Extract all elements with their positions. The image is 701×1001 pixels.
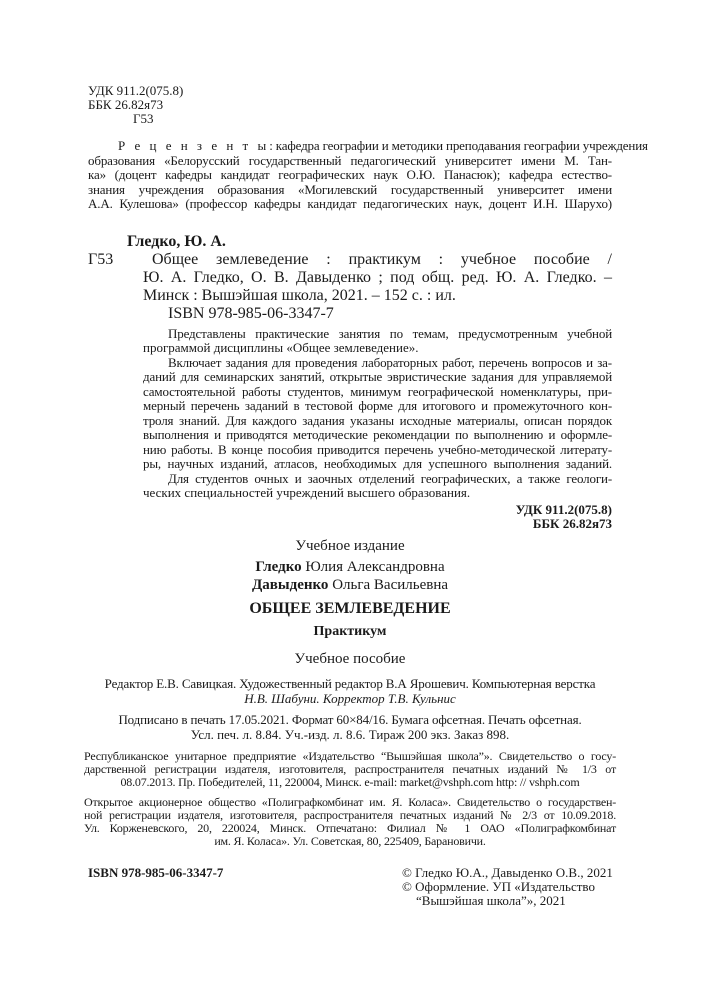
footer-isbn: ISBN 978-985-06-3347-7 xyxy=(88,865,224,880)
abstract-line: мерный перечень заданий в тестовой форме для итогового и промежуточного кон- xyxy=(143,398,612,413)
abstract-line: выполнения и приводятся методические рекомендации по выполнению и оформле- xyxy=(143,427,612,442)
author-1 xyxy=(80,558,620,576)
printer-line: Открытое акционерное общество «Полиграфкомбинат им. Я. Коласа». Свидетельство о государствен- xyxy=(84,795,616,809)
reviewers-line: ка» (доцент кафедры кандидат географических наук О.Ю. Панасюк); кафедра естество- xyxy=(88,167,612,182)
book-genre: Учебное пособие xyxy=(294,651,406,667)
reviewers-line: знания учреждения образования «Могилевский государственный университет имени xyxy=(88,182,612,197)
printer-line: ной регистрации издателя, изготовителя, распространителя печатных изданий № 2/3 от 10.09.2018. xyxy=(84,808,616,822)
edition-type: Учебное издание xyxy=(295,538,405,554)
abstract-line: программой дисциплины «Общее землеведение». xyxy=(143,340,419,355)
reviewers-text: : кафедра географии и методики преподавания географии учреждения xyxy=(269,138,648,153)
reviewers-line: А.А. Кулешова» (профессор кафедры кандидат педагогических наук, доцент И.Н. Шарухо) xyxy=(88,196,612,211)
publisher-line: 08.07.2013. Пр. Победителей, 11, 220004, Минск. e-mail: market@vshph.com http: // vshph.com xyxy=(120,775,580,789)
author-1-name: Юлия Александровна xyxy=(305,559,445,575)
catalog-line: Общее землеведение : практикум : учебное пособие / xyxy=(152,251,612,268)
author-mark: Г53 xyxy=(133,111,154,126)
catalog-line: Ю. А. Гледко, О. В. Давыденко ; под общ. ред. Ю. А. Гледко. – xyxy=(143,269,612,286)
author-1-surname: Гледко xyxy=(255,559,302,575)
copyright-design-publisher: “Вышэйшая школа”», 2021 xyxy=(416,893,566,908)
udk-code-right: УДК 911.2(075.8) xyxy=(515,502,612,517)
abstract-line: ры, научных изданий, атласов, необходимых для успешного выполнения заданий. xyxy=(143,456,612,471)
catalog-isbn: ISBN 978-985-06-3347-7 xyxy=(168,305,334,322)
author-2-surname: Давыденко xyxy=(251,577,329,593)
abstract-line: самостоятельной работы студентов, минимум географической номенклатуры, при- xyxy=(143,384,612,399)
catalog-mark: Г53 xyxy=(88,251,114,268)
book-subtitle: Практикум xyxy=(313,624,387,639)
author-2 xyxy=(80,576,620,594)
udk-code: УДК 911.2(075.8) xyxy=(88,83,184,98)
abstract-line: троля знаний. Для каждого задания указаны исходные материалы, описан порядок xyxy=(143,413,612,428)
reviewers-line: образования «Белорусский государственный педагогический университет имени М. Тан- xyxy=(88,153,612,168)
book-title: ОБЩЕЕ ЗЕМЛЕВЕДЕНИЕ xyxy=(249,600,451,617)
catalog-author-heading: Гледко, Ю. А. xyxy=(127,233,226,250)
reviewers-label: Р е ц е н з е н т ы xyxy=(118,138,270,153)
abstract-line: Для студентов очных и заочных отделений географических, а также геологи- xyxy=(168,471,612,486)
bbk-code: ББК 26.82я73 xyxy=(88,97,164,112)
print-info: Подписано в печать 17.05.2021. Формат 60×84/16. Бумага офсетная. Печать офсетная. xyxy=(118,712,582,727)
abstract-line: Представлены практические занятия по темам, предусмотренным учебной xyxy=(168,326,612,341)
abstract-line: Включает задания для проведения лабораторных работ, перечень вопросов и за- xyxy=(168,355,612,370)
abstract-line: даний для семинарских занятий, открытые эвристические задания для управляемой xyxy=(143,369,612,384)
editors-line: Н.В. Шабуни. Корректор Т.В. Кульнис xyxy=(244,691,456,706)
abstract-line: нию работы. В конце пособия приводится перечень учебно-методической литерату- xyxy=(143,442,612,457)
print-info: Усл. печ. л. 8.84. Уч.-изд. л. 8.6. Тираж 200 экз. Заказ 898. xyxy=(190,727,510,742)
printer-line: им. Я. Коласа». Ул. Советская, 80, 225409, Барановичи. xyxy=(214,834,486,848)
abstract-line: ческих специальностей учреждений высшего образования. xyxy=(143,485,471,500)
copyright-design: © Оформление. УП «Издательство xyxy=(402,879,595,894)
editors-line: Редактор Е.В. Савицкая. Художественный редактор В.А Ярошевич. Компьютерная верстка xyxy=(104,676,596,691)
catalog-line: Минск : Вышэйшая школа, 2021. – 152 с. : ил. xyxy=(143,287,456,304)
publisher-line: Республиканское унитарное предприятие «Издательство “Вышэйшая школа”». Свидетельство о госу- xyxy=(84,749,616,763)
printer-line: Ул. Корженевского, 20, 220024, Минск. Отпечатано: Филиал № 1 ОАО «Полиграфкомбинат xyxy=(84,821,616,835)
publisher-line: дарственной регистрации издателя, изготовителя, распространителя печатных изданий № 1/3 от xyxy=(84,762,616,776)
bbk-code-right: ББК 26.82я73 xyxy=(532,516,612,531)
copyright-authors: © Гледко Ю.А., Давыденко О.В., 2021 xyxy=(402,865,613,880)
author-2-name: Ольга Васильевна xyxy=(332,577,449,593)
reviewers-line xyxy=(118,138,648,153)
